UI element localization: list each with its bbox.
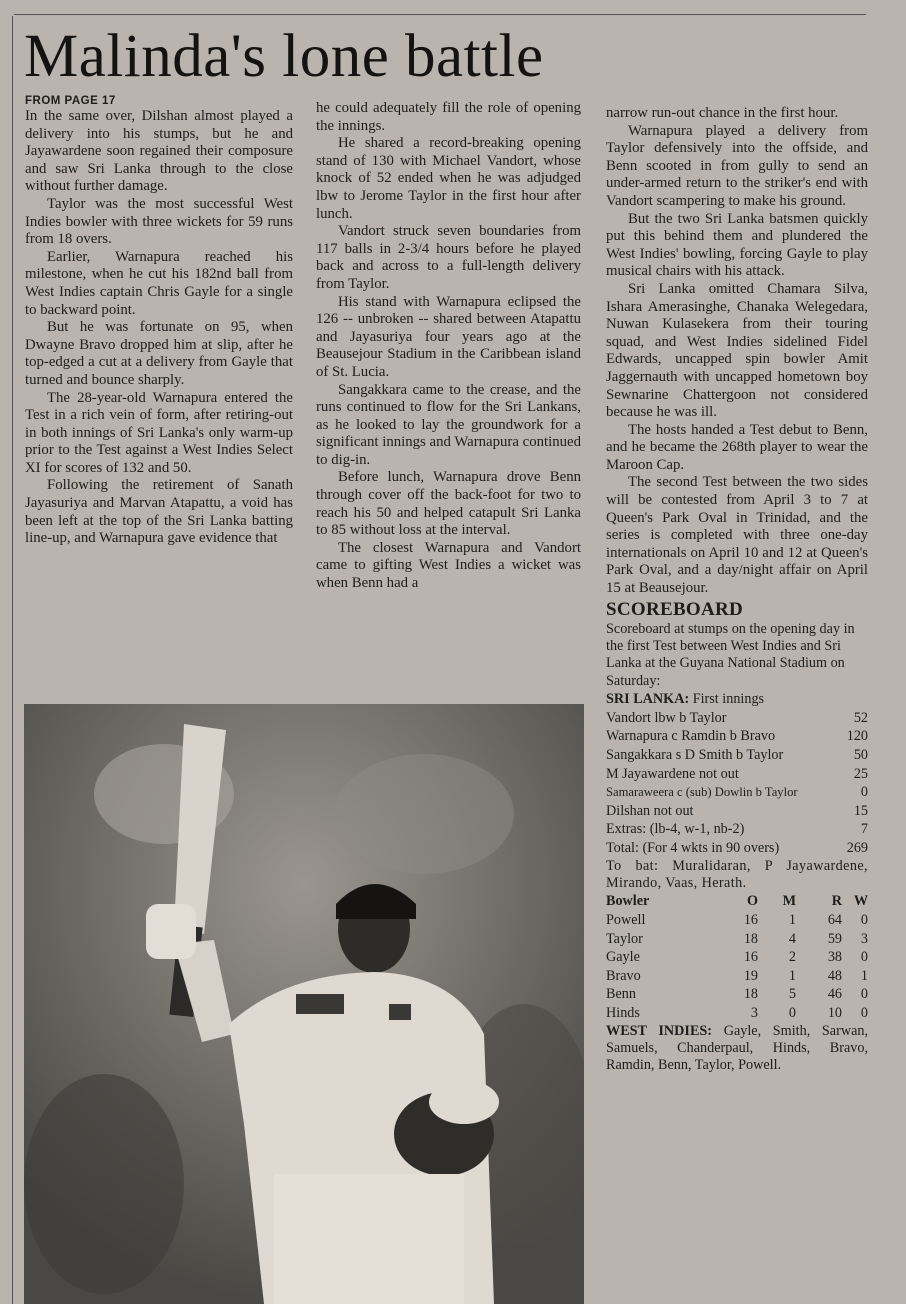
wickets: 0 xyxy=(860,986,868,1003)
maidens: 5 xyxy=(788,986,796,1003)
overs: 3 xyxy=(750,1004,758,1021)
bowler-name: Bravo xyxy=(606,967,641,984)
wickets: 0 xyxy=(860,912,868,928)
paragraph: Following the retirement of Sanath Jayasuriya and Marvan Atapattu, a void has been left at the top of the Sri Lanka batting line-up, and Warnapura gave evidence that xyxy=(25,477,293,547)
runs: 38 xyxy=(827,949,842,966)
paragraph: he could adequately fill the role of opening the innings. xyxy=(316,100,581,134)
batter-runs: 0 xyxy=(860,784,868,801)
paragraph: Vandort struck seven boundaries from 117 balls in 2-3/4 hours before he played back and across to a full-length delivery from Taylor. xyxy=(316,223,581,292)
total-label: Total: (For 4 wkts in 90 overs) xyxy=(606,840,780,856)
wickets: 0 xyxy=(860,949,868,966)
paragraph: The 28-year-old Warnapura entered the Test in a rich vein of form, after retiring-out in both innings of Sri Lanka's only warm-up prior to the Test against a West Indies Select XI for scores of 132 and 50. xyxy=(25,389,293,476)
kicker: FROM PAGE 17 xyxy=(25,95,116,107)
batter-name: Warnapura c Ramdin b Bravo xyxy=(606,728,776,745)
total-runs: 269 xyxy=(846,840,868,856)
overs-col-header: O xyxy=(746,893,758,910)
paragraph: Sri Lanka omitted Chamara Silva, Ishara Amerasinghe, Chanaka Welegedara, Nuwan Kulasekera from their touring squad, and West Indies sidelined Fidel Edwards, uncapped spin bowler Amit Jaggernauth with uncapped hometown boy Sewnarine Chattergoon not considered because he was ill. xyxy=(606,280,868,421)
paragraph: But he was fortunate on 95, when Dwayne Bravo dropped him at slip, after he top-edged a cut at a delivery from Gayle that turned and bounce sharply. xyxy=(25,319,293,388)
bowling-header xyxy=(606,892,868,911)
batting-row xyxy=(606,802,868,821)
bowling-row xyxy=(606,948,868,967)
overs: 16 xyxy=(743,949,758,966)
batting-row xyxy=(606,709,868,728)
headline: Malinda's lone battle xyxy=(24,23,544,90)
wi-team: Gayle, Smith, Sarwan, Samuels, Chanderpaul, Hinds, Bravo, Ramdin, Benn, Taylor, Powell. xyxy=(606,1022,869,1074)
runs-col-header: R xyxy=(831,893,842,910)
paragraph: His stand with Warnapura eclipsed the 126 -- unbroken -- shared between Atapattu and Jayasuriya four years ago at the Beausejour Stadium in the Caribbean island of St. Lucia. xyxy=(316,293,581,380)
batting-list xyxy=(606,709,868,858)
total-row xyxy=(606,839,868,858)
paragraph: narrow run-out chance in the first hour. xyxy=(606,105,839,121)
overs: 19 xyxy=(743,967,758,984)
innings-header xyxy=(606,690,868,709)
batsman-raising-bat-image xyxy=(24,704,584,1304)
article-column-3 xyxy=(606,105,868,1075)
extras-label: Extras: (lb-4, w-1, nb-2) xyxy=(606,821,745,838)
left-rule xyxy=(12,16,13,1304)
paragraph: The second Test between the two sides will be contested from April 3 to 7 at Queen's Park Oval in Trinidad, and the series is completed with three one-day internationals on April 10 and 12 at Queen's Park Oval, and a day/night affair on April 15 at Beausejour. xyxy=(606,474,868,597)
batter-name: Sangakkara s D Smith b Taylor xyxy=(606,747,784,764)
bowling-row xyxy=(606,911,868,930)
bowler-name: Gayle xyxy=(606,949,640,966)
maidens: 0 xyxy=(788,1004,796,1021)
batting-row xyxy=(606,746,868,765)
bowler-name: Taylor xyxy=(606,930,643,947)
batter-runs: 25 xyxy=(853,765,868,782)
overs: 18 xyxy=(743,986,758,1003)
bowler-name: Powell xyxy=(606,912,646,928)
batting-row xyxy=(606,765,868,784)
wickets: 1 xyxy=(860,967,868,984)
batter-name: Dilshan not out xyxy=(606,802,694,819)
extras-runs: 7 xyxy=(860,821,868,838)
paragraph: But the two Sri Lanka batsmen quickly put this behind them and plundered the West Indies' bowling, forcing Gayle to play musical chairs with his attack. xyxy=(606,210,868,280)
paragraph: Warnapura played a delivery from Taylor defensively into the offside, and Benn scooted in from gully to send an under-armed return to the striker's end with Vandort scampering to make his ground. xyxy=(606,122,868,209)
west-indies-team xyxy=(606,1023,868,1075)
batter-name: M Jayawardene not out xyxy=(606,765,739,782)
paragraph: Earlier, Warnapura reached his milestone, when he cut his 182nd ball from West Indies captain Chris Gayle for a single to backward point. xyxy=(25,248,293,318)
cricketer-photo xyxy=(24,704,584,1304)
wickets-col-header: W xyxy=(853,893,868,910)
innings-title: First innings xyxy=(692,691,765,708)
paragraph: He shared a record-breaking opening stand of 130 with Michael Vandort, whose knock of 52 ended when he was adjudged lbw to Jerome Taylor in the first hour after lunch. xyxy=(316,135,581,222)
paragraph: Before lunch, Warnapura drove Benn through cover off the back-foot for two to reach his 50 and helped catapult Sri Lanka to 85 without loss at the interval. xyxy=(316,469,581,539)
wickets: 0 xyxy=(860,1004,868,1021)
runs: 64 xyxy=(827,912,842,928)
bowling-row xyxy=(606,930,868,949)
paragraph: Taylor was the most successful West Indies bowler with three wickets for 59 runs from 18 overs. xyxy=(25,195,293,248)
extras-row xyxy=(606,820,868,839)
batter-runs: 52 xyxy=(853,709,868,726)
batting-row xyxy=(606,727,868,746)
maidens-col-header: M xyxy=(782,893,796,910)
batter-runs: 15 xyxy=(853,802,868,819)
overs: 16 xyxy=(743,912,758,928)
maidens: 2 xyxy=(788,949,796,966)
wickets: 3 xyxy=(860,930,868,947)
batter-runs: 120 xyxy=(846,728,868,745)
scoreboard-intro: Scoreboard at stumps on the opening day in the first Test between West Indies and Sri Lanka at the Guyana National Stadium on Saturday: xyxy=(606,620,855,689)
overs: 18 xyxy=(743,930,758,947)
article-column-2 xyxy=(316,100,581,593)
maidens: 1 xyxy=(788,912,796,928)
runs: 10 xyxy=(827,1004,842,1021)
bowler-name: Hinds xyxy=(606,1004,640,1021)
batting-row xyxy=(606,783,868,802)
bowling-row xyxy=(606,985,868,1004)
scoreboard-title: SCOREBOARD xyxy=(606,598,744,620)
runs: 46 xyxy=(827,986,842,1003)
runs: 48 xyxy=(827,967,842,984)
batter-runs: 50 xyxy=(853,747,868,764)
paragraph: Sangakkara came to the crease, and the runs continued to flow for the Sri Lankans, as he looked to lay the groundwork for a significant innings and Warnapura continued to dig-in. xyxy=(316,381,581,468)
wi-label: WEST INDIES: xyxy=(606,1022,713,1039)
bowler-name: Benn xyxy=(606,986,636,1003)
runs: 59 xyxy=(827,930,842,947)
innings-label: SRI LANKA: xyxy=(606,691,690,708)
maidens: 1 xyxy=(788,967,796,984)
top-rule xyxy=(14,14,866,15)
to-bat: To bat: Muralidaran, P Jayawardene, Mirando, Vaas, Herath. xyxy=(606,857,868,891)
bowler-col-header: Bowler xyxy=(606,893,650,910)
bowling-row xyxy=(606,967,868,986)
batter-name: Samaraweera c (sub) Dowlin b Taylor xyxy=(606,785,798,800)
batter-name: Vandort lbw b Taylor xyxy=(606,709,727,726)
paragraph: The closest Warnapura and Vandort came to gifting West Indies a wicket was when Benn had a xyxy=(316,539,581,592)
article-column-1 xyxy=(25,95,293,548)
maidens: 4 xyxy=(788,930,796,947)
paragraph: The hosts handed a Test debut to Benn, and he became the 268th player to wear the Maroon Cap. xyxy=(606,421,868,473)
paragraph: In the same over, Dilshan almost played a delivery into his stumps, but he and Jayawardene soon regained their composure and saw Sri Lanka through to the close without further damage. xyxy=(25,108,293,195)
bowling-row xyxy=(606,1004,868,1023)
